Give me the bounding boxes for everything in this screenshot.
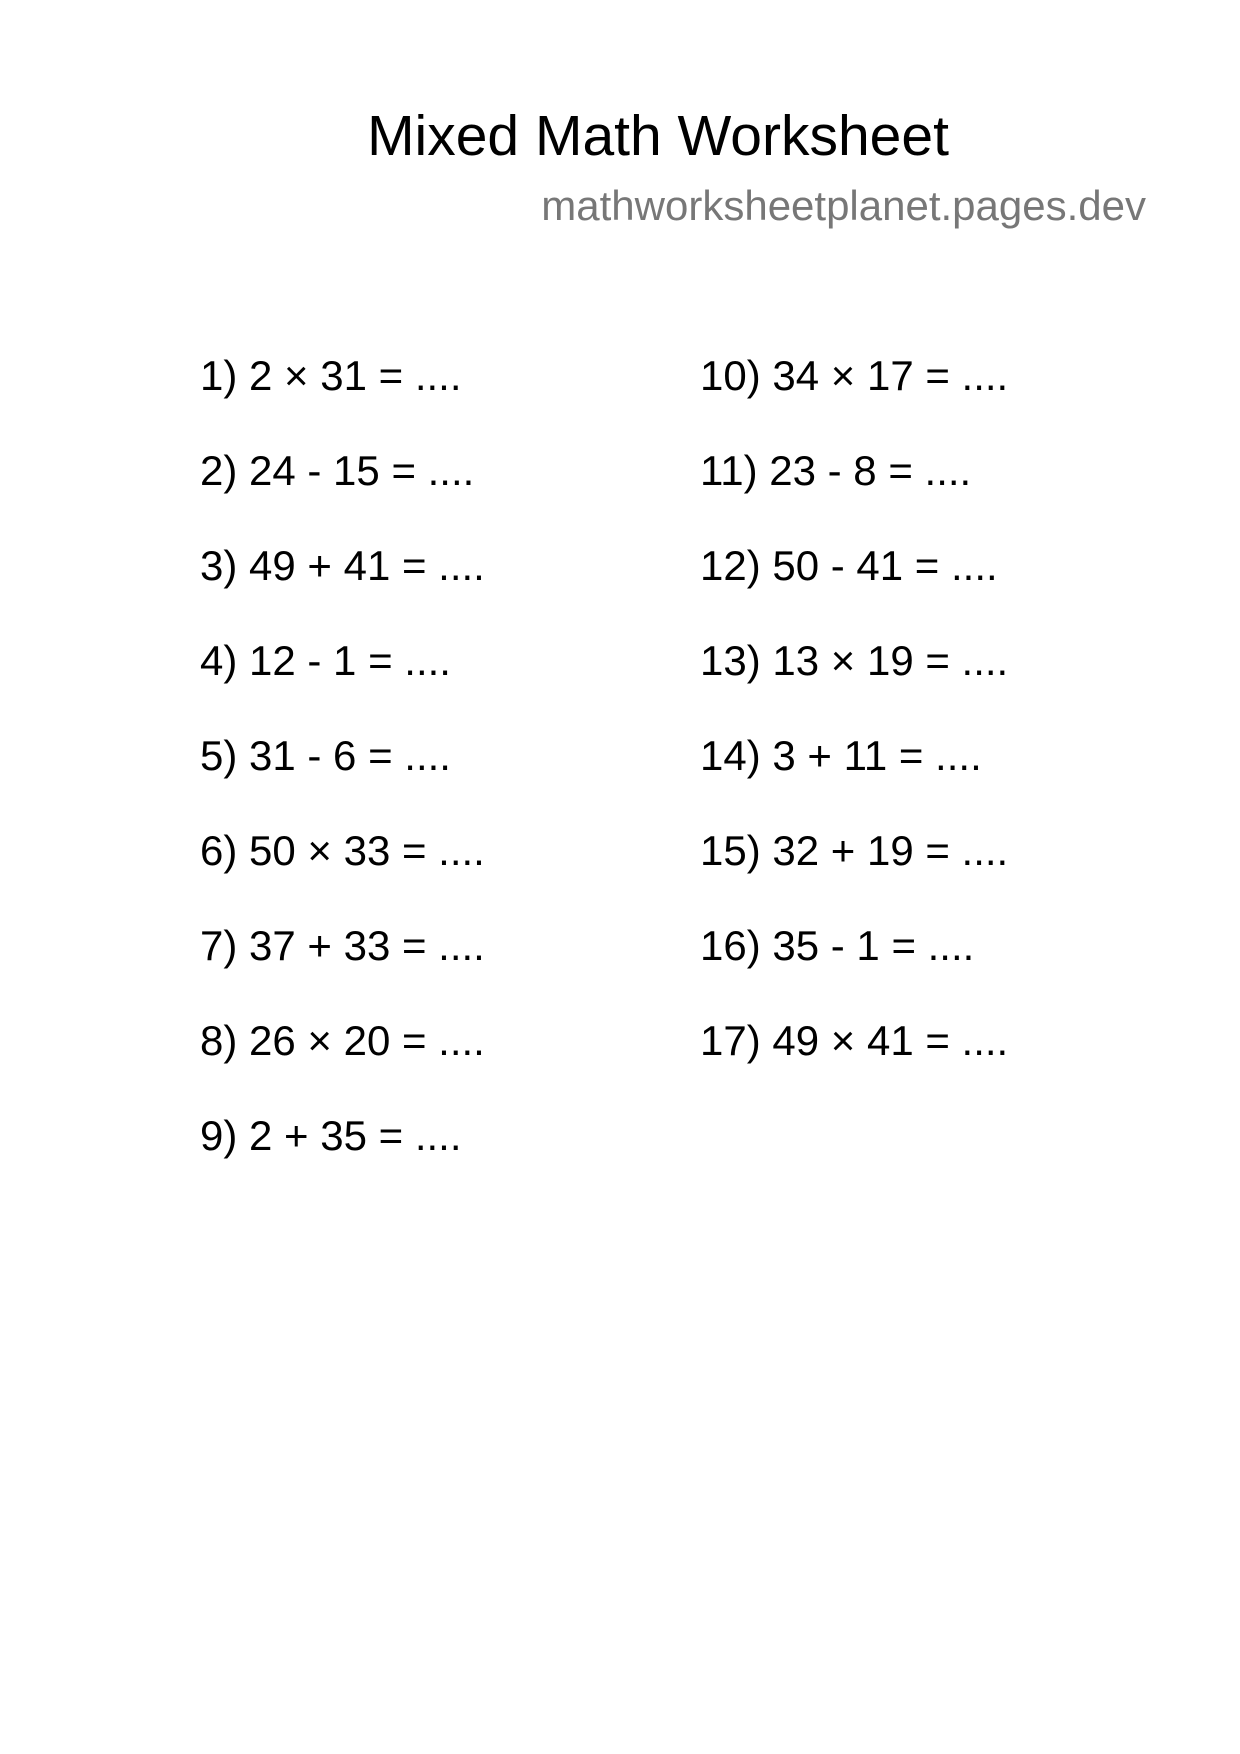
problem-6: 6) 50 × 33 = .... bbox=[200, 827, 485, 874]
problem-5: 5) 31 - 6 = .... bbox=[200, 732, 451, 779]
problem-12: 12) 50 - 41 = .... bbox=[700, 542, 998, 589]
problem-1: 1) 2 × 31 = .... bbox=[200, 352, 462, 399]
problem-13: 13) 13 × 19 = .... bbox=[700, 637, 1009, 684]
problem-10: 10) 34 × 17 = .... bbox=[700, 352, 1009, 399]
problem-7: 7) 37 + 33 = .... bbox=[200, 922, 485, 969]
problem-9: 9) 2 + 35 = .... bbox=[200, 1112, 462, 1159]
source-url: mathworksheetplanet.pages.dev bbox=[541, 182, 1146, 229]
problem-2: 2) 24 - 15 = .... bbox=[200, 447, 475, 494]
worksheet-title: Mixed Math Worksheet bbox=[367, 104, 949, 168]
problem-column-right bbox=[700, 344, 1008, 1104]
problem-column-left bbox=[200, 344, 485, 1199]
problem-15: 15) 32 + 19 = .... bbox=[700, 827, 1009, 874]
problem-16: 16) 35 - 1 = .... bbox=[700, 922, 975, 969]
problem-17: 17) 49 × 41 = .... bbox=[700, 1017, 1009, 1064]
problem-14: 14) 3 + 11 = .... bbox=[700, 732, 982, 779]
problem-3: 3) 49 + 41 = .... bbox=[200, 542, 485, 589]
problem-11: 11) 23 - 8 = .... bbox=[700, 447, 972, 494]
problem-8: 8) 26 × 20 = .... bbox=[200, 1017, 485, 1064]
problem-4: 4) 12 - 1 = .... bbox=[200, 637, 451, 684]
